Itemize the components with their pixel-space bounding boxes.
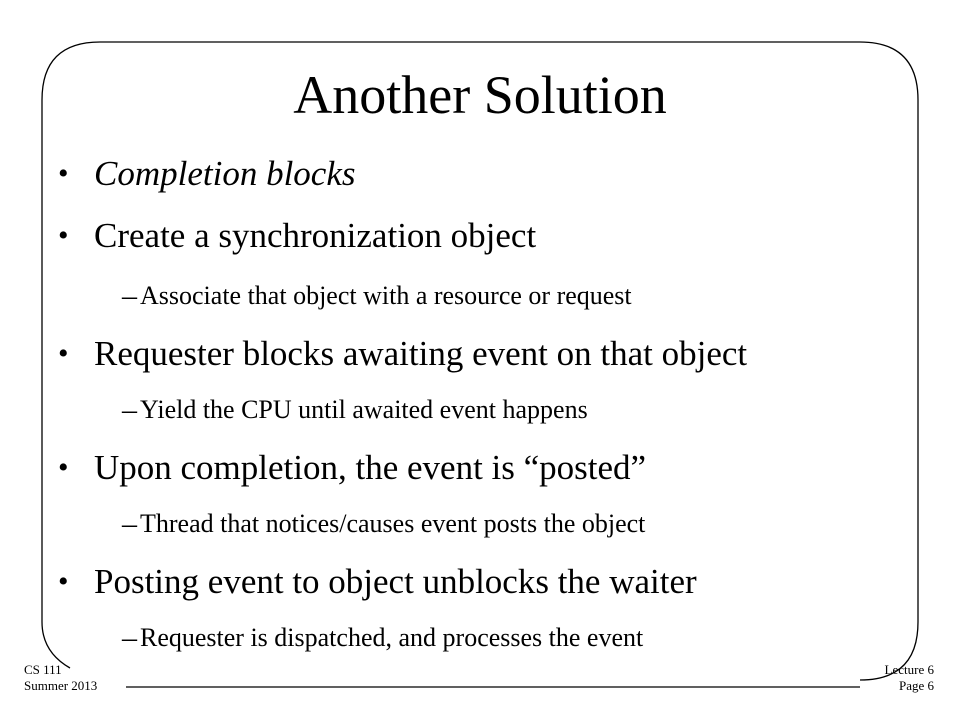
bullet-dot: •	[58, 157, 69, 190]
sub-bullet-text: Requester is dispatched, and processes the event	[140, 623, 644, 652]
bullet-text: Create a synchronization object	[94, 216, 537, 255]
footer-page: Page 6	[898, 678, 934, 693]
bullet-dot: •	[58, 565, 69, 598]
bullet-text: Requester blocks awaiting event on that object	[94, 334, 748, 373]
bullet-dot: •	[58, 219, 69, 252]
bullet-text: Posting event to object unblocks the waiter	[94, 562, 697, 601]
footer-course: CS 111	[24, 662, 62, 677]
dash-glyph: –	[122, 621, 137, 654]
bullet-text: Upon completion, the event is “posted”	[94, 448, 647, 487]
footer-lecture: Lecture 6	[884, 662, 934, 677]
dash-glyph: –	[122, 507, 137, 540]
footer-lecture-info	[885, 662, 934, 694]
bullet-text: Completion blocks	[94, 154, 356, 193]
footer-course-info	[24, 662, 97, 694]
slide-title: Another Solution	[293, 65, 667, 125]
bullet-dot: •	[58, 451, 69, 484]
sub-bullet-text: Thread that notices/causes event posts the object	[140, 509, 646, 538]
sub-bullet-text: Associate that object with a resource or request	[140, 281, 632, 310]
bullet-dot: •	[58, 337, 69, 370]
footer-term: Summer 2013	[24, 678, 98, 693]
dash-glyph: –	[122, 393, 137, 426]
sub-bullet-text: Yield the CPU until awaited event happens	[140, 395, 588, 424]
dash-glyph: –	[122, 279, 137, 312]
